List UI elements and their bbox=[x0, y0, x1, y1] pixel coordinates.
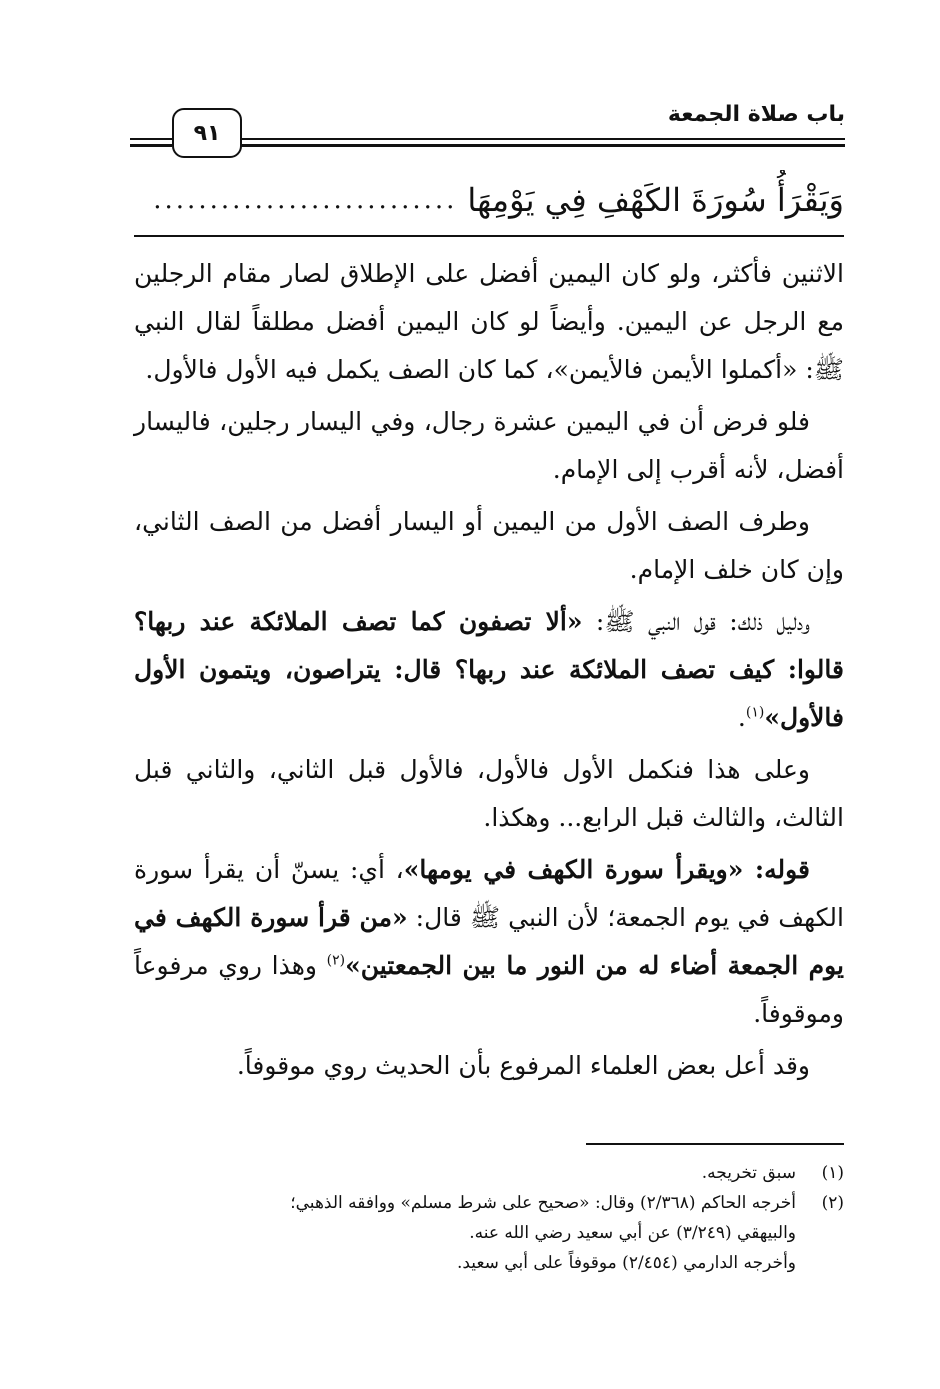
header-rule bbox=[240, 144, 845, 147]
paragraph: فلو فرض أن في اليمين عشرة رجال، وفي اليسار رجلين، فاليسار أفضل، لأنه أقرب إلى الإمام. bbox=[134, 407, 844, 484]
footnote-marker: (١) bbox=[745, 704, 765, 721]
paragraph: الاثنين فأكثر، ولو كان اليمين أفضل على الإطلاق لصار مقام الرجلين مع الرجل عن اليمين. وأيضاً لو كان اليمين أفضل مطلقاً لقال النبي ﷺ: «أكملوا الأيمن فالأيمن»، كما كان الصف يكمل فيه الأول فالأول. bbox=[134, 259, 844, 384]
footnote-line: والبيهقي (٣/٢٤٩) عن أبي سعيد رضي الله عنه. bbox=[469, 1223, 796, 1243]
footnote-line: وأخرجه الدارمي (٢/٤٥٤) موقوفاً على أبي سعيد. bbox=[456, 1253, 796, 1273]
paragraph-text: وهذا روي مرفوعاً وموقوفاً. bbox=[134, 951, 844, 1028]
footnote-text bbox=[134, 1188, 796, 1278]
matn-text: وَيَقْرَأُ سُورَةَ الكَهْفِ فِي يَوْمِهَا bbox=[467, 181, 844, 219]
paragraph bbox=[134, 598, 844, 742]
running-title: باب صلاة الجمعة bbox=[667, 102, 845, 127]
paragraph-text: . bbox=[737, 703, 746, 732]
footnotes bbox=[134, 1158, 844, 1278]
running-header bbox=[130, 100, 845, 160]
matn-divider bbox=[134, 235, 844, 237]
paragraph: وعلى هذا فنكمل الأول فالأول، فالأول قبل الثاني، والثاني قبل الثالث، والثالث قبل الرابع... وهكذا. bbox=[134, 755, 844, 832]
footnote-line: أخرجه الحاكم (٢/٣٦٨) وقال: «صحيح على شرط مسلم» ووافقه الذهبي؛ bbox=[290, 1193, 796, 1213]
paragraph: وقد أعل بعض العلماء المرفوع بأن الحديث روي موقوفاً. bbox=[236, 1051, 810, 1080]
page-number: ٩١ bbox=[172, 108, 242, 158]
footnote bbox=[134, 1188, 844, 1278]
footnote-number: (٢) bbox=[821, 1193, 844, 1213]
header-rule bbox=[240, 138, 845, 140]
commentary-body bbox=[134, 250, 844, 1094]
footnote-marker: (٢) bbox=[326, 952, 346, 969]
paragraph bbox=[134, 846, 844, 1038]
paragraph: وطرف الصف الأول من اليمين أو اليسار أفضل من الصف الثاني، وإن كان خلف الإمام. bbox=[134, 507, 844, 584]
footnote-separator bbox=[586, 1143, 844, 1145]
hadith-quote: «من قرأ سورة الكهف في يوم الجمعة أضاء له من النور ما بين الجمعتين» bbox=[134, 903, 845, 980]
matn-dots: ........................... bbox=[153, 185, 458, 215]
paragraph-text: ، أي: يسنّ أن يقرأ سورة الكهف في يوم الجمعة؛ لأن النبي ﷺ قال: bbox=[134, 855, 844, 932]
footnote-number: (١) bbox=[821, 1163, 844, 1183]
footnote-text bbox=[134, 1158, 796, 1188]
matn-quote-label: قوله: «ويقرأ سورة الكهف في يومها» bbox=[403, 855, 810, 884]
footnote bbox=[134, 1158, 844, 1188]
hadith-quote: «ألا تصفون كما تصف الملائكة عند ربها؟ قالوا: كيف تصف الملائكة عند ربها؟ قال: يتراصون، ويتمون الأول فالأول» bbox=[134, 607, 844, 732]
paragraph-text: ودليل ذلك: قول النبي ﷺ: bbox=[582, 607, 810, 636]
matn-line bbox=[134, 170, 844, 230]
footnote-line: سبق تخريجه. bbox=[701, 1163, 796, 1183]
header-rule bbox=[130, 144, 172, 147]
header-rule bbox=[130, 138, 172, 140]
